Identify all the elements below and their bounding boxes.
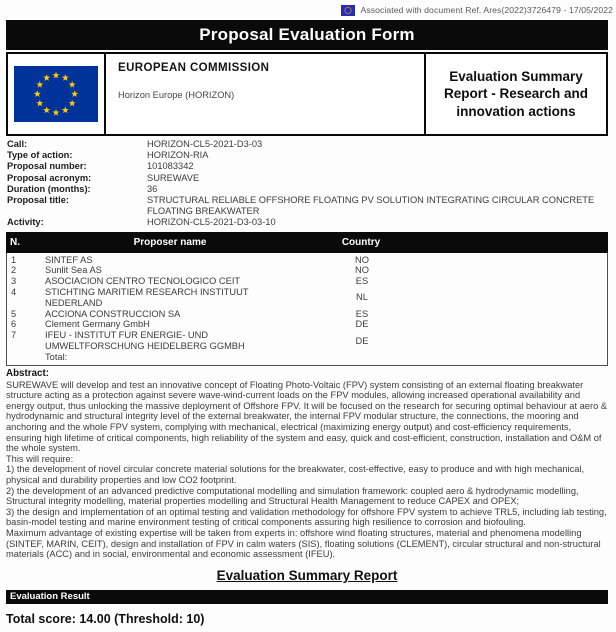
field-row-type-of-action: [7, 150, 608, 161]
field-label: Proposal title:: [7, 195, 69, 206]
proposer-name: IFEU - INSTITUT FUR ENERGIE- UND UMWELTFORSCHUNG HEIDELBERG GGMBH: [45, 330, 245, 351]
abstract-section: [6, 368, 608, 560]
proposer-name: STICHTING MARITIEM RESEARCH INSTITUUT NEDERLAND: [45, 287, 249, 308]
associated-document-note: [0, 0, 616, 20]
proposer-country: NL: [356, 292, 368, 303]
field-row-proposal-title: [7, 195, 608, 217]
evaluation-summary-heading: Evaluation Summary Report: [216, 567, 398, 583]
proposal-fields: [6, 136, 608, 231]
document-body: [6, 20, 608, 626]
field-row-call: [7, 139, 608, 150]
proposer-country: NO: [355, 265, 369, 276]
field-label: Activity:: [7, 217, 44, 228]
proposer-name: Clement Germany GmbH: [45, 319, 150, 330]
associated-document-text: Associated with document Ref. Ares(2022)3726479 - 17/05/2022: [360, 5, 613, 15]
field-value: 101083342: [147, 161, 194, 172]
field-value: SUREWAVE: [147, 172, 200, 183]
abstract-paragraph: 3) the design and implementation of an optimal testing and validation methodology for offshore FPV system to achieve TRL5, including lab testing, basin-model testing and marine environment testing of critical components assuring high resilience to corrosion and biofouling.: [6, 506, 607, 528]
proposer-number: 1: [11, 254, 17, 265]
table-row: [7, 276, 607, 287]
field-value: STRUCTURAL RELIABLE OFFSHORE FLOATING PV SOLUTION INTEGRATING CIRCULAR CONCRETE FLOATING BREAKWATER: [147, 195, 595, 217]
proposer-number: 7: [11, 330, 17, 341]
proposer-number: 5: [11, 308, 17, 319]
abstract-paragraph: 1) the development of novel circular concrete material solutions for the breakwater, cost-effective, easy to produce and with high mechanical, physical and durability properties and low CO2 footprint.: [6, 464, 585, 485]
column-header-n: N.: [10, 236, 20, 248]
field-value: HORIZON-CL5-2021-D3-03-10: [147, 217, 276, 228]
table-total-row: [7, 352, 607, 363]
eu-flag-icon: [14, 66, 98, 122]
field-value: HORIZON-RIA: [147, 150, 209, 161]
table-row: [7, 255, 607, 266]
abstract-paragraph: Maximum advantage of existing expertise will be taken from experts in: offshore wind floating structures, material and phenomena modelling (SINTEF, MARIN, CEIT), design and installation of FPV in calm waters (SIS), floating solutions (CLEMENT), circular structural and non-structural materials (ACC) and in social, environmental and economic assessment (IFEU).: [6, 527, 601, 560]
programme-name: Horizon Europe (HORIZON): [118, 90, 235, 100]
proposer-number: 3: [11, 276, 17, 287]
proposers-table-header: [6, 232, 608, 253]
table-row: [7, 319, 607, 330]
field-label: Type of action:: [7, 150, 73, 161]
proposer-number: 2: [11, 265, 17, 276]
column-header-proposer-name: Proposer name: [133, 236, 207, 248]
abstract-label: Abstract:: [6, 367, 50, 379]
eu-flag-cell: [8, 54, 106, 134]
proposer-country: DE: [355, 319, 369, 330]
proposers-table-body: [6, 253, 608, 366]
field-row-activity: [7, 217, 608, 228]
proposer-country: DE: [355, 335, 369, 346]
proposer-number: 6: [11, 319, 17, 330]
field-row-proposal-number: [7, 161, 608, 172]
proposer-name: ASOCIACION CENTRO TECNOLOGICO CEIT: [45, 276, 241, 287]
abstract-paragraph: SUREWAVE will develop and test an innovative concept of Floating Photo-Voltaic (FPV) system consisting of an external floating breakwater structure acting as a protection against severe wave-wind-current loads on the FPV modules, allowing increased operational availability and energy output, thus unlocking the massive deployment of Offshore FPV. It will be focused on the research for securing optimal behaviour at aero & hydrodynamic and structural integrity level of the external breakwater, the internal FPV modular structure, the connections, the mooring and anchoring and the whole FPV system, complying with mechanical, electrical (maximizing energy output) and cost-efficiency requirements, ensuring high lifetime of critical components, high reliability of the system and easy, quick and cost-efficient, construction, installation and O&M of the whole system.: [6, 379, 608, 454]
proposer-name: Sunlit Sea AS: [45, 265, 102, 276]
field-value: 36: [147, 183, 158, 194]
eu-mini-flag-icon: [341, 5, 355, 16]
field-label: Proposal number:: [7, 161, 87, 172]
proposer-country: NO: [355, 254, 369, 265]
institution-name: EUROPEAN COMMISSION: [118, 62, 270, 74]
field-label: Proposal acronym:: [7, 172, 92, 183]
table-row: [7, 309, 607, 320]
total-label: Total:: [45, 351, 68, 362]
proposers-table: [6, 232, 608, 366]
commission-cell: [106, 54, 426, 134]
field-label: Duration (months):: [7, 183, 91, 194]
field-row-duration: [7, 184, 608, 195]
page-title: Proposal Evaluation Form: [6, 20, 608, 50]
total-score: Total score: 14.00 (Threshold: 10): [6, 611, 205, 626]
field-label: Call:: [7, 139, 28, 149]
field-row-proposal-acronym: [7, 173, 608, 184]
proposer-name: SINTEF AS: [45, 254, 93, 265]
column-header-country: Country: [341, 236, 381, 248]
proposer-country: ES: [355, 308, 369, 319]
table-row: [7, 265, 607, 276]
evaluation-result-bar: Evaluation Result: [6, 590, 608, 604]
report-type-title: Evaluation Summary Report - Research and innovation actions: [443, 68, 589, 119]
abstract-paragraph: This will require:: [6, 453, 74, 464]
proposer-number: 4: [11, 287, 17, 298]
commission-header: [6, 52, 608, 136]
table-row: [7, 330, 607, 352]
abstract-paragraph: 2) the development of an advanced predictive computational modelling and simulation framework: coupled aero & hydrodynamic modelling, Structural integrity modelling, material properties modelling and Structural Health Management to reduce CAPEX and OPEX;: [6, 485, 579, 507]
proposer-country: ES: [355, 276, 369, 287]
field-value: HORIZON-CL5-2021-D3-03: [147, 139, 263, 149]
proposer-name: ACCIONA CONSTRUCCION SA: [45, 308, 181, 319]
table-row: [7, 287, 607, 309]
